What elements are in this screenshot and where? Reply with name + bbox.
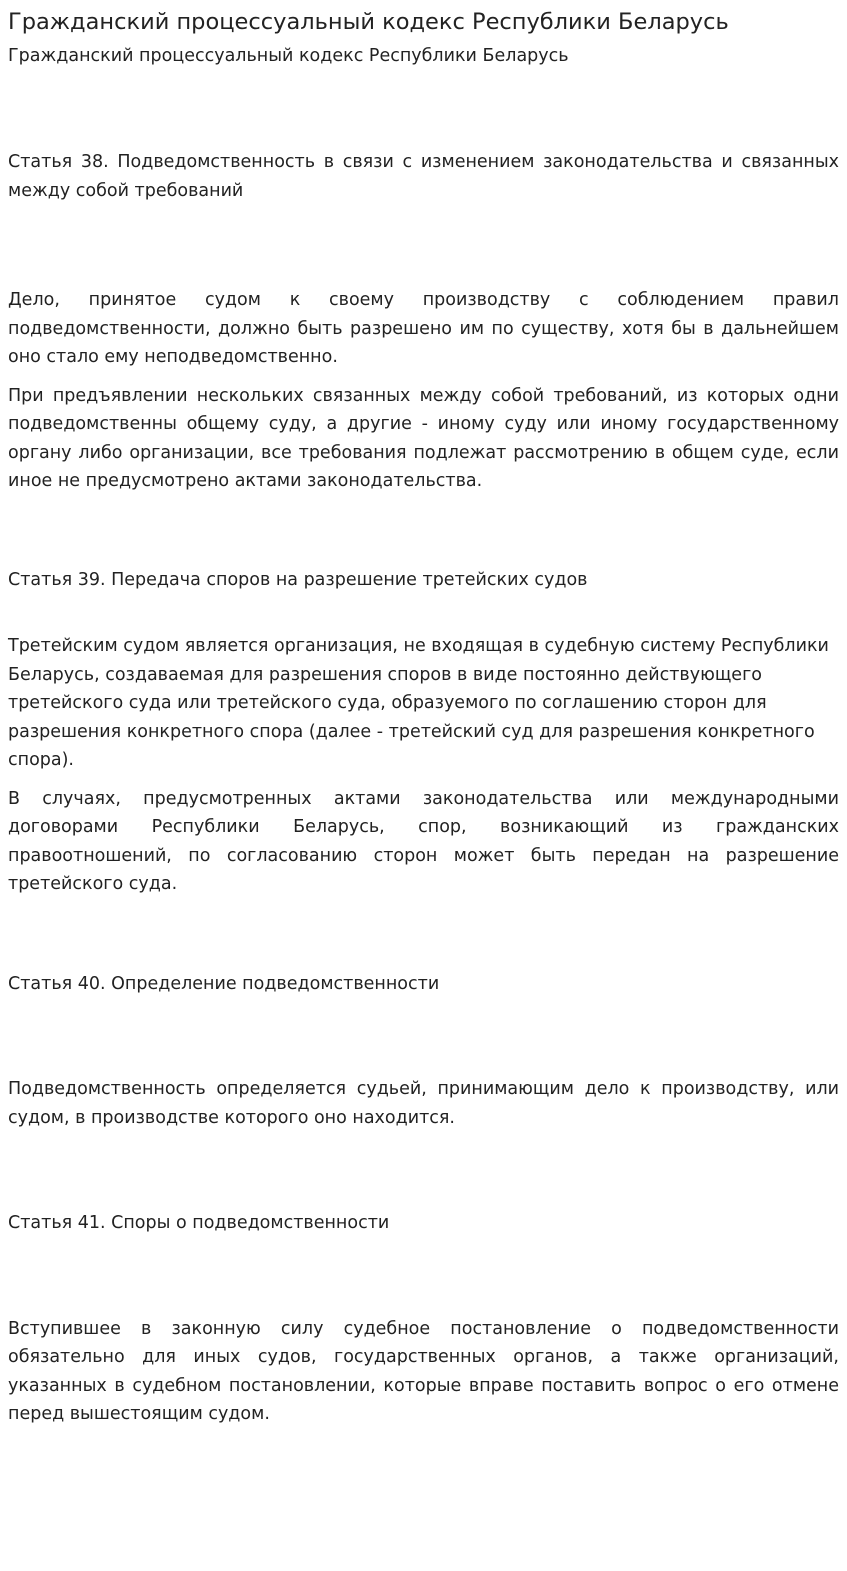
article-40 [8, 970, 839, 1133]
article-heading: Статья 38. Подведомственность в связи с изменением законодательства и связанных между собой требований [8, 152, 839, 201]
article-paragraph: Дело, принятое судом к своему производству с соблюдением правил подведомственности, должно быть разрешено им по существу, хотя бы в дальнейшем оно стало ему неподведомственно. [8, 290, 839, 367]
article-paragraph: Подведомственность определяется судьей, принимающим дело к производству, или судом, в производстве которого оно находится. [8, 1079, 839, 1128]
article-heading: Статья 41. Споры о подведомственности [8, 1213, 390, 1233]
article-38 [8, 148, 839, 496]
article-41 [8, 1209, 839, 1429]
article-paragraph: При предъявлении нескольких связанных между собой требований, из которых одни подведомственны общему суду, а другие - иному суду или иному государственному органу либо организации, все требования подлежат рассмотрению в общем суде, если иное не предусмотрено актами законодательства. [8, 385, 839, 491]
article-heading: Статья 39. Передача споров на разрешение третейских судов [8, 569, 588, 590]
article-39 [8, 566, 839, 899]
page-title: Гражданский процессуальный кодекс Республики Беларусь [8, 9, 729, 35]
document-page [0, 8, 847, 1429]
article-paragraph: Третейским судом является организация, не входящая в судебную систему Республики Беларусь, создаваемая для разрешения споров в виде постоянно действующего третейского суда или третейского суда, образуемого по соглашению сторон для разрешения конкретного спора (далее - третейский суд для разрешения конкретного спора). [8, 636, 829, 770]
article-heading: Статья 40. Определение подведомственности [8, 973, 440, 994]
article-paragraph: Вступившее в законную силу судебное постановление о подведомственности обязательно для иных судов, государственных органов, а также организаций, указанных в судебном постановлении, которые вправе поставить вопрос о его отмене перед вышестоящим судом. [8, 1318, 839, 1424]
document-subtitle: Гражданский процессуальный кодекс Республики Беларусь [8, 46, 569, 66]
article-paragraph: В случаях, предусмотренных актами законодательства или международными договорами Республики Беларусь, спор, возникающий из гражданских правоотношений, по согласованию сторон может быть передан на разрешение третейского суда. [8, 788, 839, 894]
